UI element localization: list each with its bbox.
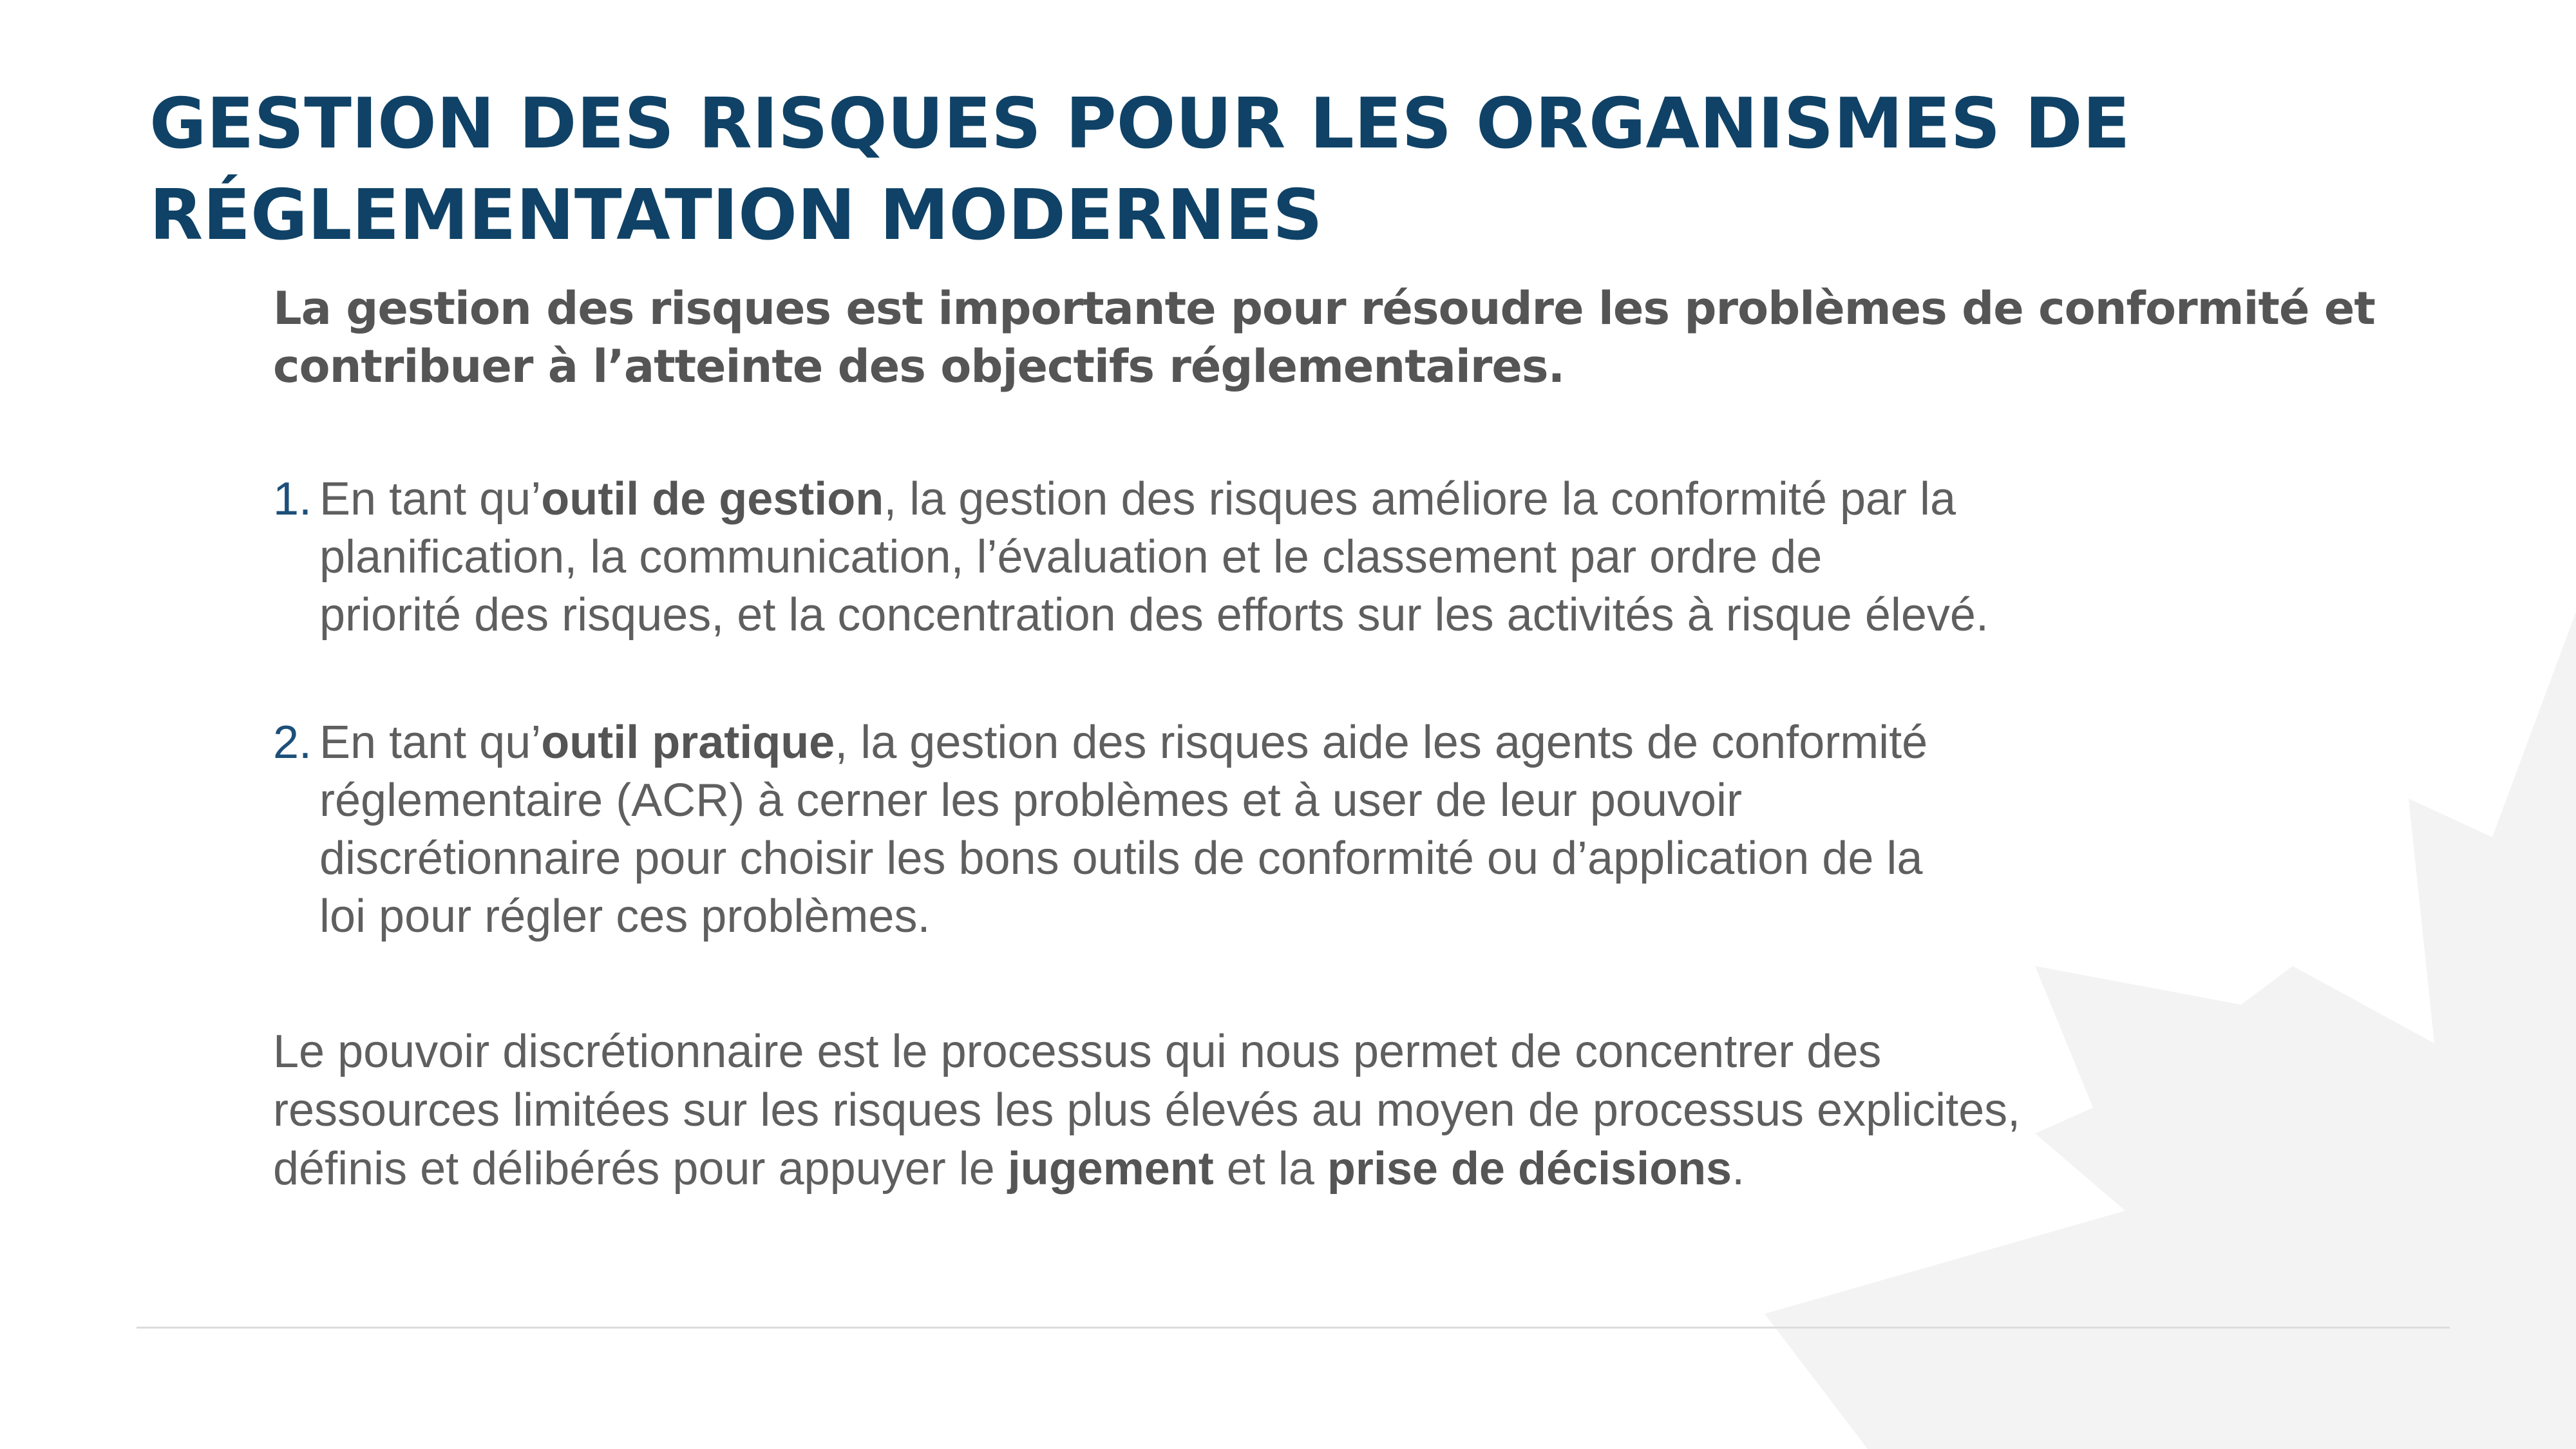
list-item-line: discrétionnaire pour choisir les bons outils de conformité ou d’application de la <box>319 833 1923 884</box>
bold-term: prise de décisions <box>1327 1143 1732 1195</box>
text-run: , la gestion des risques aide les agents de conformité <box>835 717 1928 768</box>
page-title <box>149 79 2210 261</box>
intro-line: contribuer à l’atteinte des objectifs réglementaires. <box>273 340 1565 393</box>
list-item-number: 1. <box>273 473 312 525</box>
intro-line: La gestion des risques est importante pour résoudre les problèmes de conformité et <box>273 282 2375 335</box>
bold-term: outil de gestion <box>541 473 884 525</box>
list-item-line: loi pour régler ces problèmes. <box>319 891 931 942</box>
list-item-line: réglementaire (ACR) à cerner les problèmes et à user de leur pouvoir <box>319 775 1743 826</box>
list-item-line: priorité des risques, et la concentration des efforts sur les activités à risque élevé. <box>319 589 1989 641</box>
title-line: GESTION DES RISQUES POUR LES ORGANISMES DE <box>149 84 2130 164</box>
intro-statement <box>273 279 2375 395</box>
list-item-line <box>319 470 1989 528</box>
text-run: définis et délibérés pour appuyer le <box>273 1143 1008 1195</box>
list-item-text <box>319 714 1927 945</box>
bold-term: jugement <box>1007 1143 1214 1195</box>
closing-line <box>273 1140 2334 1198</box>
title-line: RÉGLEMENTATION MODERNES <box>149 175 1323 256</box>
list-item-number: 2. <box>273 717 312 768</box>
text-run: En tant qu’ <box>319 717 542 768</box>
text-run: et la <box>1213 1143 1327 1195</box>
list-item-text <box>319 470 1989 644</box>
text-run: , la gestion des risques améliore la conformité par la <box>884 473 1956 525</box>
closing-paragraph <box>273 1023 2334 1198</box>
list-item-line <box>319 714 1927 772</box>
closing-line: Le pouvoir discrétionnaire est le processus qui nous permet de concentrer des <box>273 1026 1882 1077</box>
closing-line: ressources limitées sur les risques les plus élevés au moyen de processus explicites, <box>273 1084 2021 1136</box>
list-item-line: planification, la communication, l’évaluation et le classement par ordre de <box>319 531 1823 583</box>
text-run: . <box>1732 1143 1745 1195</box>
text-run: En tant qu’ <box>319 473 542 525</box>
footer-divider <box>137 1327 2450 1329</box>
bold-term: outil pratique <box>541 717 835 768</box>
